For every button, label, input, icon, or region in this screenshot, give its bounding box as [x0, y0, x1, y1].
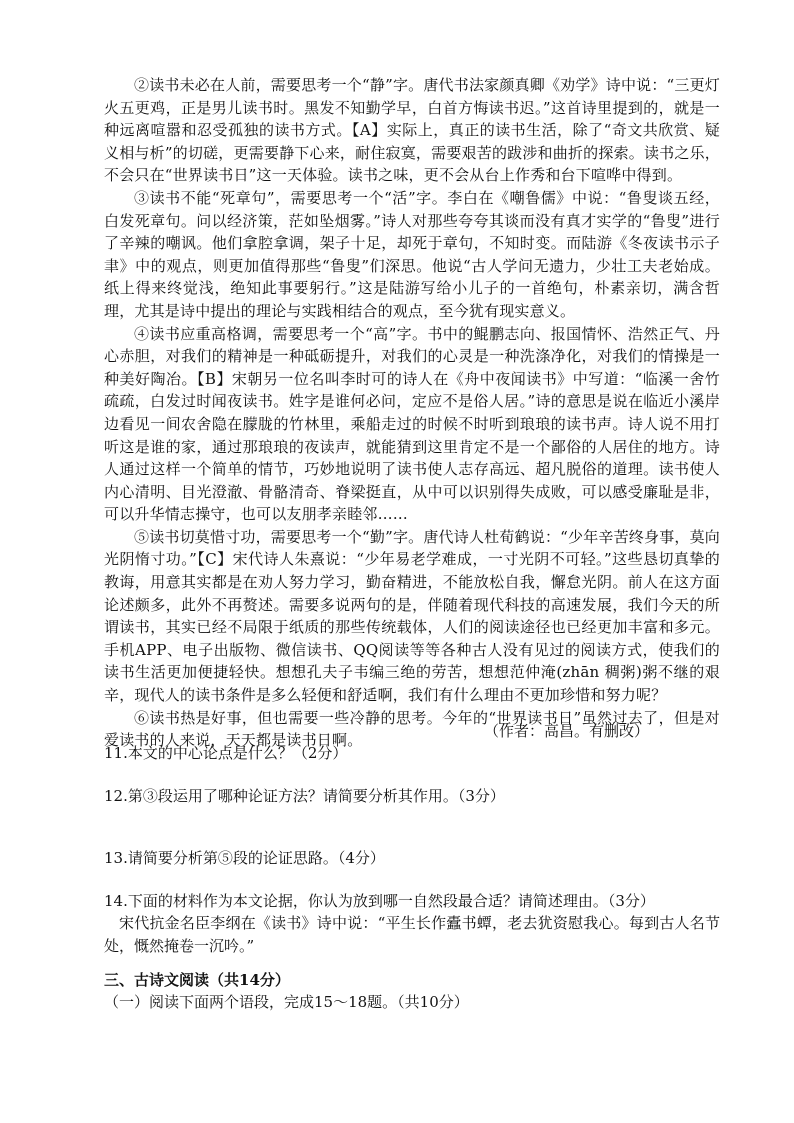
- paragraph-5: ⑤读书切莫惜寸功，需要思考一个“勤”字。唐代诗人杜荀鹤说：“少年辛苦终身事，莫向光阴惰寸功。”【C】宋代诗人朱熹说：“少年易老学难成，一寸光阴不可轻。”这些恳切真挚的教诲，用意其实都是在劝人努力学习，勤奋精进，不能放松自我，懈怠光阴。前人在这方面论述颇多，此外不再赘述。需要多说两句的是，伴随着现代科技的高速发展，我们今天的所谓读书，其实已经不局限于纸质的那些传统载体，人们的阅读途径也已经更加丰富和多元。手机APP、电子出版物、微信读书、QQ阅读等等各种古人没有见过的阅读方式，使我们的读书生活更加便捷轻快。想想孔夫子韦编三绝的劳苦，想想范仲淹(zhān 稠粥)粥不继的艰辛，现代人的读书条件是多么轻便和舒适啊，我们有什么理由不更加珍惜和努力呢？: [104, 527, 721, 705]
- paragraph-4: ④读书应重高格调，需要思考一个“高”字。书中的鲲鹏志向、报国情怀、浩然正气、丹心赤胆，对我们的精神是一种砥砺提升，对我们的心灵是一种洗涤净化，对我们的情操是一种美好陶冶。【B】宋朝另一位名叫李时可的诗人在《舟中夜闻读书》中写道：“临溪一舍竹疏疏，白发过时闻夜读书。姓字是谁何必问，定应不是俗人居。”诗的意思是说在临近小溪岸边看见一间农舍隐在朦胧的竹林里，乘船走过的时候不时听到琅琅的读书声。诗人说不用打听这是谁的家，通过那琅琅的夜读声，就能猜到这里肯定不是一个鄙俗的人居住的地方。诗人通过这样一个简单的情节，巧妙地说明了读书使人志存高远、超凡脱俗的道理。读书使人内心清明、目光澄澈、骨骼清奇、脊梁挺直，从中可以识别得失成败，可以感受廉耻是非，可以升华情志操守，也可以友朋孝亲睦邻……: [104, 324, 720, 524]
- paragraph-2: ②读书未必在人前，需要思考一个“静”字。唐代书法家颜真卿《劝学》诗中说：“三更灯火五更鸡，正是男儿读书时。黑发不知勤学早，白首方悔读书迟。”这首诗里提到的，就是一种远离喧嚣和忍受孤独的读书方式。【A】实际上，真正的读书生活，除了“奇文共欣赏、疑义相与析”的切磋，更需要静下心来，耐住寂寞，需要艰苦的跋涉和曲折的探索。读书之乐，不会只在“世界读书日”这一天体验。读书之味，更不会从台上作秀和台下喧哗中得到。: [104, 76, 721, 185]
- question-14: 14.下面的材料作为本文论据，你认为放到哪一自然段最合适？请简述理由。（3分）: [104, 892, 655, 910]
- paragraph-3: ③读书不能“死章句”，需要思考一个“活”字。李白在《嘲鲁儒》中说：“鲁叟谈五经，白发死章句。问以经济策，茫如坠烟雾。”诗人对那些夸夸其谈而没有真才实学的“鲁叟”进行了辛辣的嘲讽。他们拿腔拿调，架子十足，却死于章句，不知时变。而陆游《冬夜读书示子聿》中的观点，则更加值得那些“鲁叟”们深思。他说“古人学问无遗力，少壮工夫老始成。纸上得来终觉浅，绝知此事要躬行。”这是陆游写给小儿子的一首绝句，朴素亲切，满含哲理，尤其是诗中提出的理论与实践相结合的观点，至今犹有现实意义。: [104, 188, 720, 320]
- author-credit: （作者：高昌。有删改）: [484, 722, 650, 740]
- section-heading: 三、古诗文阅读（共14分）: [104, 971, 290, 989]
- question-13: 13.请简要分析第⑤段的论证思路。（4分）: [104, 849, 385, 867]
- paragraph-6: ⑥读书热是好事，但也需要一些冷静的思考。今年的“世界读书日”虽然过去了，但是对爱读书的人来说，天天都是读书日啊。: [104, 708, 720, 750]
- subsection-heading: （一）阅读下面两个语段，完成15～18题。（共10分）: [104, 993, 469, 1011]
- article-body: [104, 74, 720, 752]
- question-11: 11.本文的中心论点是什么？（2分）: [104, 744, 348, 762]
- question-14-material: 宋代抗金名臣李纲在《读书》诗中说：“平生长作蠹书蟫，老去犹资慰我心。每到古人名节处，慨然掩卷一沉吟。”: [104, 914, 720, 955]
- question-12: 12.第③段运用了哪种论证方法？请简要分析其作用。（3分）: [104, 787, 505, 805]
